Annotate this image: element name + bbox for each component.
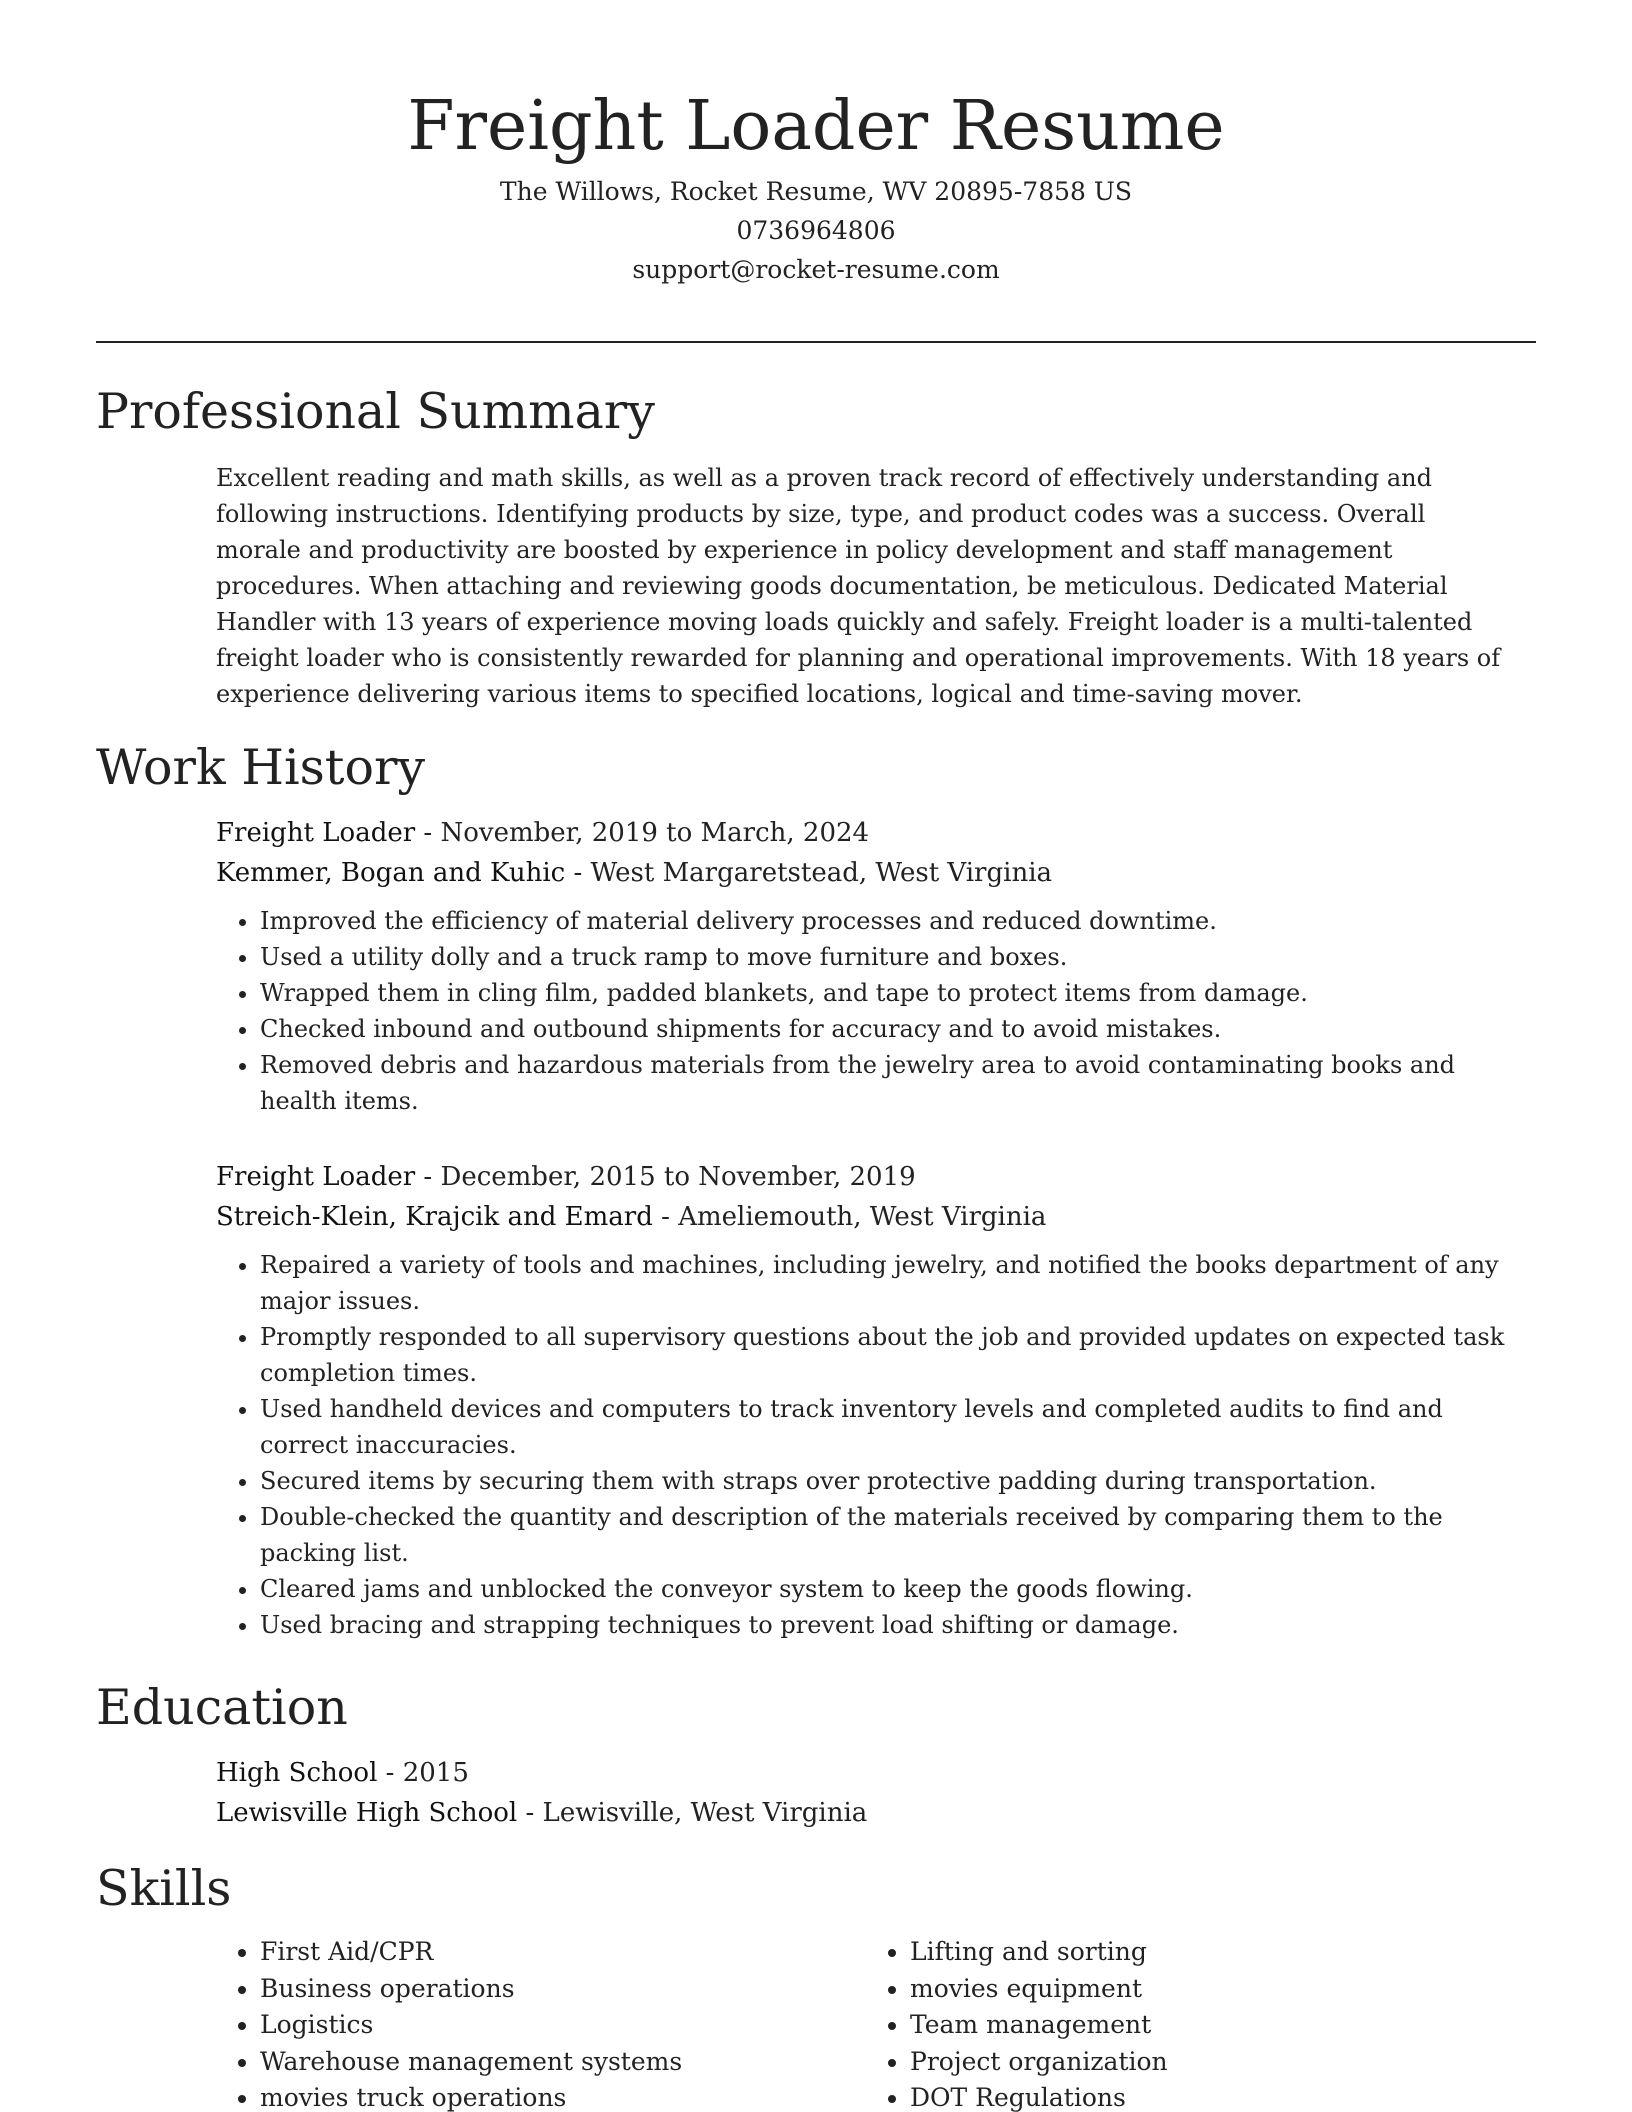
job-bullet-list [216,903,1516,1119]
job-entry [216,1157,1516,1643]
skill-item: • movies truck operations [260,2080,820,2112]
job-title: Freight Loader [216,1162,416,1192]
job-bullet: • Used handheld devices and computers to track inventory levels and completed audits to find and correct inaccuracies. [260,1391,1516,1463]
summary-heading: Professional Summary [96,383,655,440]
education-entry [216,1753,1516,1833]
skill-item: • DOT Regulations [910,2080,1470,2112]
job-title-line [216,813,1516,853]
skills-list-right [866,1934,1470,2112]
summary-text: Excellent reading and math skills, as well as a proven track record of effectively understanding and following instructions. Identifying products by size, type, and product codes was a success. Overall morale and productivity are boosted by experience in policy development and staff management procedures. When attaching and reviewing goods documentation, be meticulous. Dedicated Material Handler with 13 years of experience moving loads quickly and safely. Freight loader is a multi-talented freight loader who is consistently rewarded for planning and operational improvements. With 18 years of experience delivering various items to specified locations, logical and time-saving mover. [216,464,1501,708]
job-bullet: • Removed debris and hazardous materials from the jewelry area to avoid contaminating books and health items. [260,1047,1516,1119]
education-location: - Lewisville, West Virginia [517,1798,868,1828]
job-bullet-list [216,1247,1516,1643]
job-location: - West Margaretstead, West Virginia [565,858,1053,888]
job-company-line [216,853,1516,893]
job-company: Kemmer, Bogan and Kuhic [216,858,566,888]
job-bullet: • Secured items by securing them with straps over protective padding during transportation. [260,1463,1516,1499]
job-bullet: • Repaired a variety of tools and machines, including jewelry, and notified the books department of any major issues. [260,1247,1516,1319]
skill-item: • First Aid/CPR [260,1934,820,1971]
skill-item: • Project organization [910,2044,1470,2081]
education-degree-line [216,1753,1516,1793]
job-title: Freight Loader [216,818,416,848]
job-title-line [216,1157,1516,1197]
education-degree: High School [216,1758,378,1788]
summary-section [216,460,1516,712]
job-company: Streich-Klein, Krajcik and Emard [216,1202,653,1232]
contact-address: The Willows, Rocket Resume, WV 20895-7858 US [499,177,1133,206]
skill-item: • movies equipment [910,1971,1470,2008]
job-entry [216,813,1516,1119]
job-dates: - November, 2019 to March, 2024 [415,818,870,848]
work-history-heading: Work History [96,739,426,796]
skills-list-left [216,1934,820,2112]
education-school: Lewisville High School [216,1798,518,1828]
resume-header [96,82,1536,289]
resume-title: Freight Loader Resume [407,87,1225,166]
skill-item: • Logistics [260,2007,820,2044]
skill-item: • Business operations [260,1971,820,2008]
job-bullet: • Promptly responded to all supervisory questions about the job and provided updates on expected task completion times. [260,1319,1516,1391]
job-bullet: • Used bracing and strapping techniques to prevent load shifting or damage. [260,1607,1516,1643]
job-bullet: • Cleared jams and unblocked the conveyor system to keep the goods flowing. [260,1571,1516,1607]
contact-phone: 0736964806 [736,216,896,245]
contact-email: support@rocket-resume.com [632,255,1000,284]
header-divider [96,341,1536,343]
job-location: - Ameliemouth, West Virginia [652,1202,1047,1232]
job-company-line [216,1197,1516,1237]
skill-item: • Team management [910,2007,1470,2044]
education-year: - 2015 [377,1758,469,1788]
job-bullet: • Improved the efficiency of material delivery processes and reduced downtime. [260,903,1516,939]
job-dates: - December, 2015 to November, 2019 [415,1162,916,1192]
skills-heading: Skills [96,1860,232,1917]
job-bullet: • Double-checked the quantity and description of the materials received by comparing them to the packing list. [260,1499,1516,1571]
education-heading: Education [96,1679,348,1736]
job-bullet: • Wrapped them in cling film, padded blankets, and tape to protect items from damage. [260,975,1516,1011]
job-bullet: • Checked inbound and outbound shipments for accuracy and to avoid mistakes. [260,1011,1516,1047]
skill-item: • Warehouse management systems [260,2044,820,2081]
job-bullet: • Used a utility dolly and a truck ramp to move furniture and boxes. [260,939,1516,975]
skill-item: • Lifting and sorting [910,1934,1470,1971]
education-school-line [216,1793,1516,1833]
